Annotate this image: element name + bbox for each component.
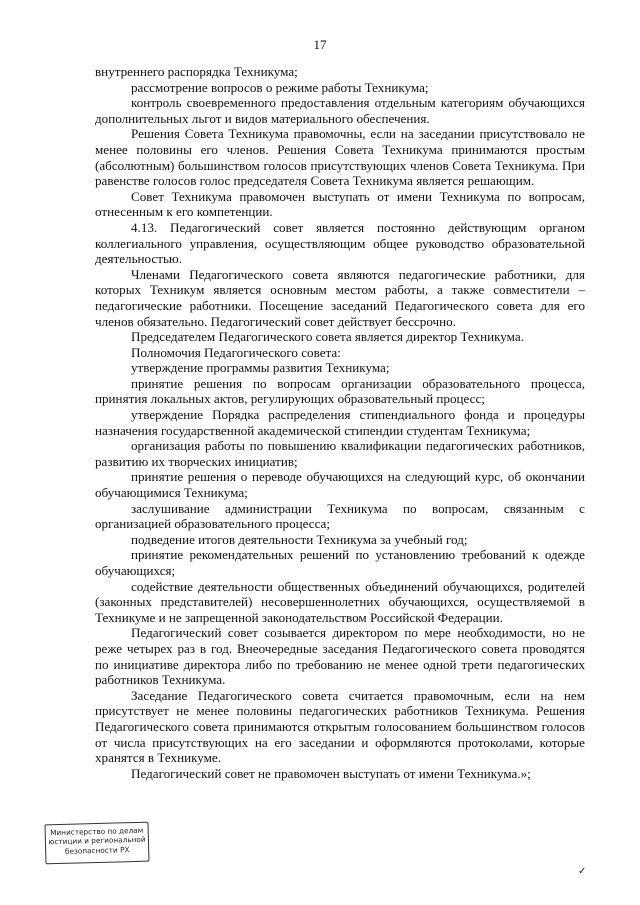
list-item: подведение итогов деятельности Техникума за учебный год;	[131, 531, 468, 547]
list-item: принятие рекомендательных решений по установлению требований к одежде обучающихся;	[95, 547, 585, 578]
paragraph: Полномочия Педагогического совета:	[131, 344, 341, 360]
list-item: содействие деятельности общественных объединений обучающихся, родителей (законных представителей) несовершеннолетних обучающихся, осуществляемой в Техникуме и не запрещенной законодательством Российской Федерации.	[95, 578, 585, 625]
ministry-stamp	[44, 822, 149, 865]
paragraph: Совет Техникума правомочен выступать от имени Техникума по вопросам, отнесенным к его компетенции.	[95, 188, 585, 220]
stamp-line: Министерство по делам	[50, 825, 144, 838]
list-item: принятие решения по вопросам организации образовательного процесса, принятия локальных актов, регулирующих образовательный процесс;	[95, 375, 585, 407]
paragraph: Педагогический совет созывается директором по мере необходимости, но не реже четырех раз в год. Внеочередные заседания Педагогического совета проводятся по инициативе директора либо по требованию не менее одной трети педагогических работников Техникума.	[95, 625, 585, 688]
check-mark-icon: ✓	[578, 866, 587, 877]
paragraph: Решения Совета Техникума правомочны, если на заседании присутствовало не менее половины его членов. Решения Совета Техникума принимаются простым (абсолютным) большинством голосов присутствующих членов Совета Техникума. При равенстве голосов голос председателя Совета Техникума является решающим.	[95, 126, 585, 189]
paragraph: рассмотрение вопросов о режиме работы Техникума;	[131, 79, 429, 95]
paragraph: Педагогический совет не правомочен выступать от имени Техникума.»;	[131, 765, 531, 781]
list-item: утверждение программы развития Техникума;	[131, 360, 390, 376]
paragraph: внутреннего распорядка Техникума;	[95, 64, 298, 79]
list-item: утверждение Порядка распределения стипендиального фонда и процедуры назначения государственной академической стипендии студентам Техникума;	[95, 407, 585, 438]
stamp-line: юстиции и региональной	[48, 835, 146, 847]
paragraph: контроль своевременного предоставления отдельным категориям обучающихся дополнительных льгот и видов материального обеспечения.	[95, 95, 585, 126]
list-item: принятие решения о переводе обучающихся на следующий курс, об окончании обучающимися Техникума;	[95, 469, 585, 501]
document-body	[95, 64, 585, 781]
page-number: 17	[313, 37, 327, 52]
paragraph: Заседание Педагогического совета считается правомочным, если на нем присутствует не менее половины педагогических работников Техникума. Решения Педагогического совета принимаются открытым голосованием большинством голосов от числа присутствующих на его заседании и оформляются протоколами, которые хранятся в Техникуме.	[95, 687, 585, 766]
paragraph: Членами Педагогического совета являются педагогические работники, для которых Техникум является основным местом работы, а также совместители – педагогические работники. Посещение заседаний Педагогического совета для его членов обязательно. Педагогический совет действует бессрочно.	[95, 266, 585, 329]
section-4-13-paragraph: 4.13. Педагогический совет является постоянно действующим органом коллегиального управления, осуществляющим общее руководство образовательной деятельностью.	[95, 219, 585, 267]
paragraph: Председателем Педагогического совета является директор Техникума.	[131, 329, 524, 345]
list-item: заслушивание администрации Техникума по вопросам, связанным с организацией образовательного процесса;	[95, 500, 585, 532]
stamp-line: безопасности РХ	[64, 844, 130, 856]
list-item: организация работы по повышению квалификации педагогических работников, развитию их творческих инициатив;	[95, 438, 585, 469]
